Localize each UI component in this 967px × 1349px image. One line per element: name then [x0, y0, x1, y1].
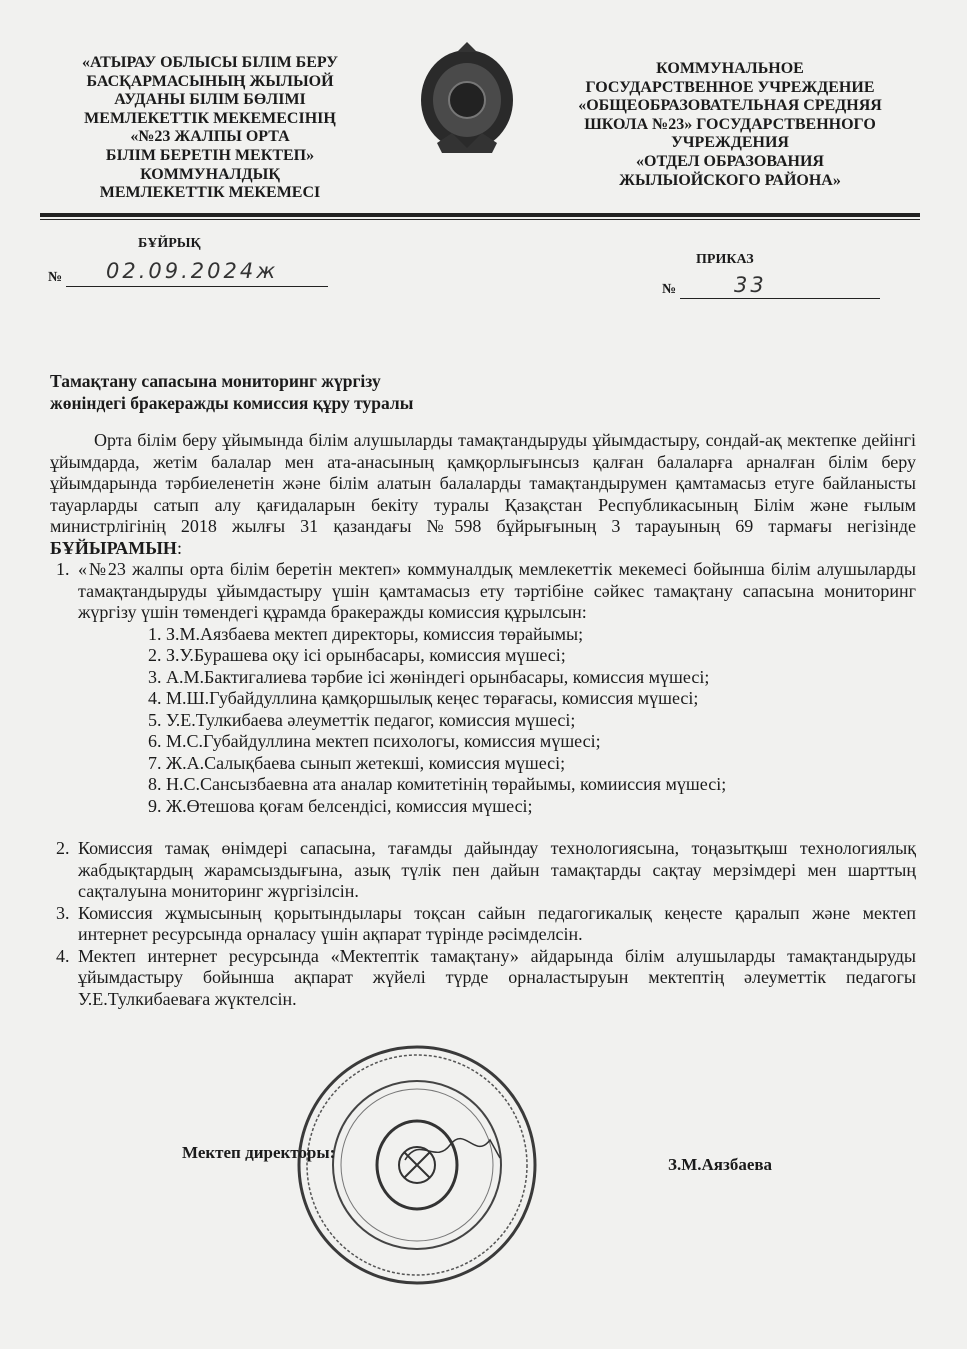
header-line: ЖЫЛЫОЙСКОГО РАЙОНА»: [619, 171, 841, 189]
preamble: [50, 430, 916, 559]
header-line: «ОБЩЕОБРАЗОВАТЕЛЬНАЯ СРЕДНЯЯ: [578, 97, 882, 115]
order-date: 02.09.2024ж: [106, 259, 279, 283]
order-no-sign-ru: №: [662, 282, 677, 297]
title-line: Тамақтану сапасына мониторинг жүргізу: [50, 371, 381, 391]
preamble-colon: :: [176, 537, 182, 558]
commission-members: [78, 624, 916, 818]
order-no-sign: №: [48, 270, 63, 285]
header-line: «ОТДЕЛ ОБРАЗОВАНИЯ: [636, 152, 824, 170]
header-divider: [40, 213, 920, 217]
item-text: Комиссия тамақ өнімдері сапасына, тағамды дайындау технологиясына, тоңазытқыш технологиялық жабдықтардың жарамсыздығына, азық түлік пен дайын тамақтарды сақтау мерзімдері мен шарттың сақталуына мониторинг жүргізілсін.: [78, 838, 916, 901]
commission-member: 7. Ж.А.Салықбаева сынып жетекші, комиссия мүшесі;: [166, 753, 916, 775]
title-line: жөніндегі бракеражды комиссия құру туралы: [50, 393, 414, 413]
handwritten-signature-icon: [400, 1130, 510, 1175]
signature-name: З.М.Аязбаева: [668, 1155, 773, 1174]
order-label-ru: ПРИКАЗ: [696, 252, 754, 267]
header-divider-thin: [40, 219, 920, 220]
header-line: МЕМЛЕКЕТТІК МЕКЕМЕСІ: [99, 184, 321, 202]
header-line: ШКОЛА №23» ГОСУДАРСТВЕННОГО: [584, 115, 876, 133]
document-body: [50, 430, 916, 1010]
header-line: КОММУНАЛДЫҚ: [140, 165, 280, 183]
order-item: [74, 946, 916, 1011]
state-emblem-icon: [412, 38, 522, 163]
header-line: «АТЫРАУ ОБЛЫСЫ БІЛІМ БЕРУ: [81, 54, 339, 71]
header-line: БІЛІМ БЕРЕТІН МЕКТЕП»: [105, 146, 315, 164]
preamble-text: Орта білім беру ұйымында білім алушыларды тамақтандыруды ұйымдастыру, сондай-ақ мектепке дейінгі ұйымдарда, жетім балалар мен ата-анасының қамқорлығынсыз қалған балаларға арналған білім беру ұйымдарында тәрбиеленетін және білім алатын балаларды тамақтандырумен қамтамасыз етуге байланысты тауарларды сатып алу қағидаларын бекіту туралы Қазақстан Республикасының Білім және ғылым министрлігінің 2018 жылғы 31 қазандағы №598 бұйрығының 3 тарауының 69 тармағы негізінде: [50, 430, 916, 536]
header-right-ru: [560, 60, 900, 190]
order-number-field: [680, 272, 880, 299]
signature-role: Мектеп директоры:: [182, 1143, 336, 1162]
commission-member: 8. Н.С.Сансызбаевна ата аналар комитетінің төрайымы, комииссия мүшесі;: [166, 774, 916, 796]
order-item: [74, 838, 916, 903]
header-line: БАСҚАРМАСЫНЫҢ ЖЫЛЫОЙ: [86, 72, 334, 90]
commission-member: 2. З.У.Бурашева оқу ісі орынбасары, комиссия мүшесі;: [166, 645, 916, 667]
order-item: [74, 903, 916, 946]
order-number: 33: [734, 273, 767, 297]
header-line: КОММУНАЛЬНОЕ: [656, 60, 804, 77]
header-line: АУДАНЫ БІЛІМ БӨЛІМІ: [114, 91, 306, 109]
item-text: «№23 жалпы орта білім беретін мектеп» коммуналдық мемлекеттік мекемесі бойынша білім алушыларды тамақтандыруды ұйымдастыру үшін қамтамасыз ету тәртібіне сәйкес тамақтану сапасына мониторинг жүргізу үшін төмендегі құрамда бракеражды комиссия құрылсын:: [78, 559, 916, 622]
header-line: МЕМЛЕКЕТТІК МЕКЕМЕСІНІҢ: [84, 109, 336, 127]
order-item: [74, 559, 916, 838]
item-text: Комиссия жұмысының қорытындылары тоқсан сайын педагогикалық кеңесте қаралып және мектеп интернет ресурсында орналасу үшін ақпарат түрінде рәсімделсін.: [78, 902, 916, 944]
order-date-field: [66, 258, 328, 287]
order-label-kz: БҰЙРЫҚ: [138, 236, 201, 251]
commission-member: 4. М.Ш.Губайдуллина қамқоршылық кеңес төрағасы, комиссия мүшесі;: [166, 688, 916, 710]
order-items: [50, 559, 916, 1010]
preamble-bold: БҰЙЫРАМЫН: [50, 537, 177, 558]
commission-member: 5. У.Е.Тулкибаева әлеуметтік педагог, комиссия мүшесі;: [166, 710, 916, 732]
header-line: УЧРЕЖДЕНИЯ: [671, 134, 789, 152]
header-left-kz: [60, 54, 360, 203]
commission-member: 3. А.М.Бактигалиева тәрбие ісі жөніндегі орынбасары, комиссия мүшесі;: [166, 667, 916, 689]
header-line: «№23 ЖАЛПЫ ОРТА: [130, 128, 290, 146]
item-text: Мектеп интернет ресурсында «Мектептік тамақтану» айдарында білім алушыларды тамақтандыруды ұйымдастыру бойынша ақпарат жүйелі түрде орналастыруын мектептің әлеуметтік педагогы У.Е.Тулкибаеваға жүктелсін.: [78, 945, 916, 1009]
commission-member: 9. Ж.Өтешова қоғам белсендісі, комиссия мүшесі;: [166, 796, 916, 818]
commission-member: 6. М.С.Губайдуллина мектеп психологы, комиссия мүшесі;: [166, 731, 916, 753]
document-title: [50, 370, 413, 414]
header-line: ГОСУДАРСТВЕННОЕ УЧРЕЖДЕНИЕ: [585, 78, 875, 96]
commission-member: 1. З.М.Аязбаева мектеп директоры, комиссия төрайымы;: [166, 624, 916, 646]
